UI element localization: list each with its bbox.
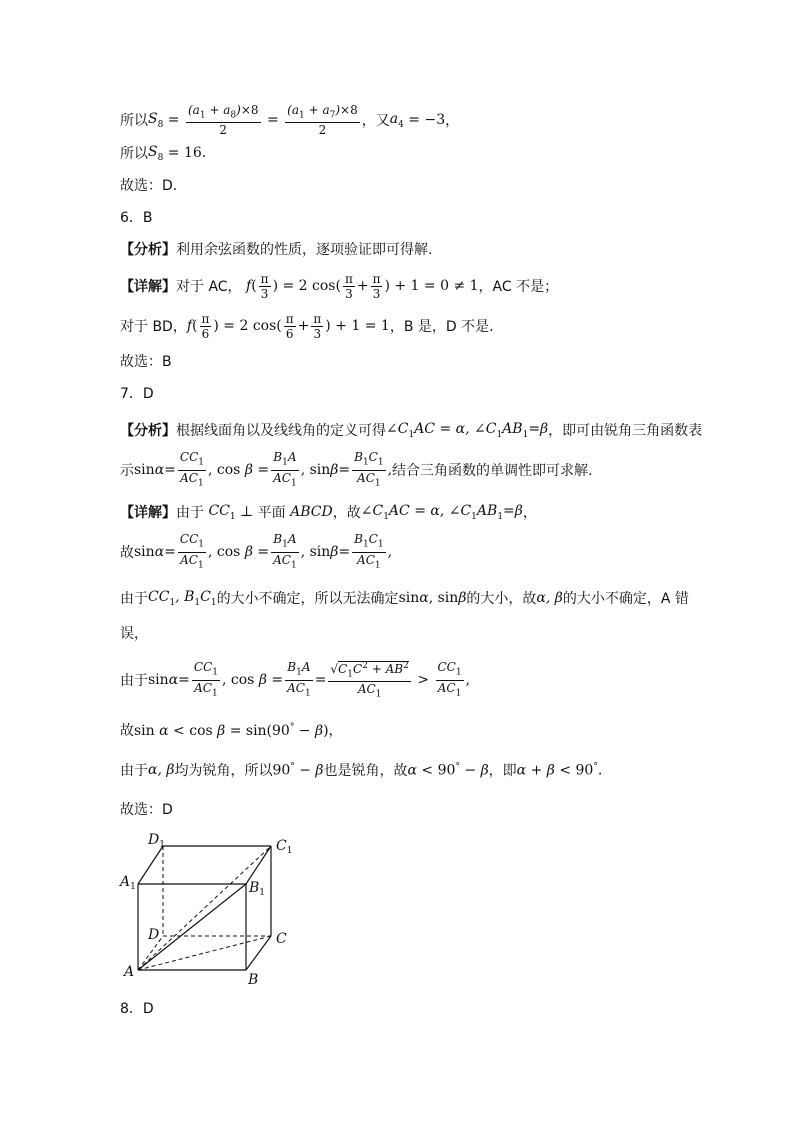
- fraction: $\frac{B_1C_1}{AC_1}$: [354, 450, 384, 488]
- fraction: $\frac{CC_1}{AC_1}$: [179, 532, 204, 570]
- fraction: $\frac{B_1A}{AC_1}$: [273, 532, 297, 570]
- fraction: $\frac{(a_1 + a_7)\times 8}{2}$: [287, 102, 358, 138]
- fraction: $\frac{\pi}{3}$: [372, 271, 381, 301]
- label-a1: $A_1$: [120, 874, 136, 892]
- analysis-line: [120, 238, 432, 260]
- text: 6．B: [120, 210, 153, 226]
- math: α, β: [148, 762, 175, 778]
- text: ，: [445, 113, 460, 129]
- text: 的大小不确定，A 错: [562, 591, 689, 607]
- text: 8．D: [120, 1001, 154, 1017]
- text: 的大小不确定，所以无法确定: [216, 591, 399, 607]
- math: $S_8$: [148, 143, 164, 163]
- fraction: $\frac{CC_1}{AC_1}$: [193, 660, 218, 698]
- answer-line: [120, 798, 173, 820]
- math: $a_4$: [389, 110, 404, 130]
- text: 由于: [120, 673, 148, 689]
- question-number: [120, 382, 154, 404]
- tag: 【分析】: [120, 423, 176, 439]
- text: ，即可由锐角三角函数表: [548, 423, 703, 439]
- math: f: [186, 318, 193, 334]
- fraction: $\frac{CC_1}{AC_1}$: [437, 660, 462, 698]
- detail-line: 对于 BD， f ( $\frac{\pi}{6}$ ) = 2 cos( $\frac{\pi}{6}$ + $\frac{\pi}{3}$ ) + 1 = 1 ，B 是，D 不是.: [120, 311, 494, 341]
- fraction: $\frac{(a_1 + a_8)\times 8}{2}$: [187, 102, 259, 138]
- math: $CC_1$, $B_1C_1$: [148, 588, 217, 608]
- analysis-line: 示 sinα= $\frac{CC_1}{AC_1}$ , cos β = $\frac{B_1A}{AC_1}$ , sinβ= $\frac{B_1C_1}{AC_1}$ , 结合三角函数的单调性即可求解.: [120, 450, 593, 488]
- text: 故: [120, 545, 134, 561]
- math: =: [262, 112, 284, 128]
- detail-line: 由于 sinα= $\frac{CC_1}{AC_1}$ , cos β = $\frac{B_1A}{AC_1}$ = $\frac{√C_1C^2 + AB^2}{AC_1}$ > $\frac{CC_1}{AC_1}$ ,: [120, 660, 471, 700]
- text: 故选：D.: [120, 178, 178, 194]
- edge-a1d1: [138, 846, 163, 884]
- edge-c1b1: [246, 846, 271, 884]
- math: sinα, sinβ: [398, 590, 467, 606]
- math: = −3: [403, 112, 446, 128]
- text: ，B 是，D 不是.: [389, 319, 494, 335]
- fraction: $\frac{\pi}{3}$: [344, 271, 353, 301]
- label-c: C: [276, 931, 287, 947]
- text: 结合三角函数的单调性即可求解.: [392, 463, 593, 479]
- text: 也是锐角，故: [323, 763, 408, 779]
- fraction: $\frac{\pi}{6}$: [285, 311, 294, 341]
- math: ) + 1 = 1: [325, 318, 390, 334]
- math: $\angle C_1AC = \alpha$, $\angle C_1AB_1=\beta$: [386, 420, 549, 440]
- text: 利用余弦函数的性质，逐项验证即可得解.: [176, 242, 433, 258]
- math: sinα=: [148, 672, 190, 688]
- detail-line: 【详解】 对于 AC， f ( $\frac{\pi}{3}$ ) = 2 cos( $\frac{\pi}{3}$ + $\frac{\pi}{3}$ ) + 1 = 0 ≠ 1 ，AC 不是；: [120, 271, 559, 301]
- tag: 【分析】: [120, 242, 176, 258]
- text: 7．D: [120, 386, 154, 402]
- fraction: $\frac{√C_1C^2 + AB^2}{AC_1}$: [330, 660, 409, 700]
- text: 对于 AC，: [176, 279, 242, 295]
- math: sin α < cos β = sin(90° − β)，: [134, 722, 343, 739]
- tag: 【详解】: [120, 279, 176, 295]
- math: $CC_1$: [204, 502, 236, 522]
- text: ，: [522, 505, 537, 521]
- line-s8-value: [120, 142, 206, 164]
- question-number: [120, 997, 154, 1019]
- math: $\angle C_1AC = \alpha$, $\angle C_1AB_1=\beta$: [360, 502, 523, 522]
- analysis-line: [120, 418, 702, 442]
- label-a: A: [124, 964, 135, 980]
- text: 的大小，故: [466, 591, 537, 607]
- math: α + β < 90°.: [516, 761, 603, 779]
- math: =: [163, 112, 184, 128]
- math: = 16.: [163, 145, 207, 161]
- math: sinα=: [134, 544, 176, 560]
- text: ，AC 不是；: [478, 279, 559, 295]
- text: 所以: [120, 146, 148, 162]
- math: α, β: [536, 590, 563, 606]
- label-b1: $B_1$: [249, 880, 266, 898]
- text: 所以: [120, 113, 148, 129]
- text: 由于: [120, 763, 148, 779]
- question-number: [120, 206, 153, 228]
- line-s8-formula: [120, 100, 459, 140]
- text: 根据线面角以及线线角的定义可得: [176, 423, 386, 439]
- fraction: $\frac{B_1A}{AC_1}$: [287, 660, 311, 698]
- text: ，又: [361, 113, 390, 129]
- fraction: $\frac{CC_1}{AC_1}$: [179, 450, 204, 488]
- text: 由于: [120, 591, 148, 607]
- label-b: B: [248, 972, 259, 988]
- label-d1: $D_1$: [148, 832, 165, 850]
- hidden-diagonal-ac1: [138, 846, 271, 970]
- math: 90° − β: [272, 761, 324, 779]
- fraction: $\frac{\pi}{3}$: [260, 271, 269, 301]
- text: 由于: [176, 505, 204, 521]
- tag: 【详解】: [120, 505, 176, 521]
- text: 故: [120, 723, 134, 739]
- detail-line: [120, 586, 689, 610]
- text: 均为锐角，所以: [174, 763, 273, 779]
- text: ，故: [332, 505, 361, 521]
- math: ) = 2 cos(: [272, 278, 341, 294]
- math: ) + 1 = 0 ≠ 1: [384, 278, 479, 294]
- cube-figure: [118, 826, 308, 996]
- fraction: $\frac{\pi}{6}$: [201, 311, 210, 341]
- math: ABCD: [285, 504, 333, 520]
- detail-line: [120, 622, 148, 644]
- math: $S_8$: [148, 110, 164, 130]
- text: ，即: [488, 763, 517, 779]
- text: 故选：D: [120, 802, 173, 818]
- math: ) = 2 cos(: [213, 318, 282, 334]
- text: 平面: [257, 505, 286, 521]
- text: 对于 BD，: [120, 319, 187, 335]
- detail-line: [120, 758, 602, 782]
- math: α < 90° − β: [407, 761, 489, 779]
- detail-line: [120, 718, 343, 742]
- label-d: D: [148, 927, 160, 943]
- math: f: [241, 278, 252, 294]
- detail-line: 【详解】 由于 $CC_1$ ⊥ 平面 ABCD ，故 $\angle C_1AC = \alpha$, $\angle C_1AB_1=\beta$ ，: [120, 502, 537, 522]
- math: sinα=: [134, 462, 176, 478]
- answer-line: [120, 350, 172, 372]
- fraction: $\frac{\pi}{3}$: [313, 311, 322, 341]
- fraction: $\frac{B_1C_1}{AC_1}$: [354, 532, 384, 570]
- text: 示: [120, 463, 134, 479]
- answer-line: [120, 174, 177, 196]
- text: 故选：B: [120, 354, 172, 370]
- text: 误，: [120, 626, 148, 642]
- label-c1: $C_1$: [276, 838, 293, 856]
- detail-line: 故 sinα= $\frac{CC_1}{AC_1}$ , cos β = $\frac{B_1A}{AC_1}$ , sinβ= $\frac{B_1C_1}{AC_1}$ ,: [120, 532, 393, 570]
- fraction: $\frac{B_1A}{AC_1}$: [273, 450, 297, 488]
